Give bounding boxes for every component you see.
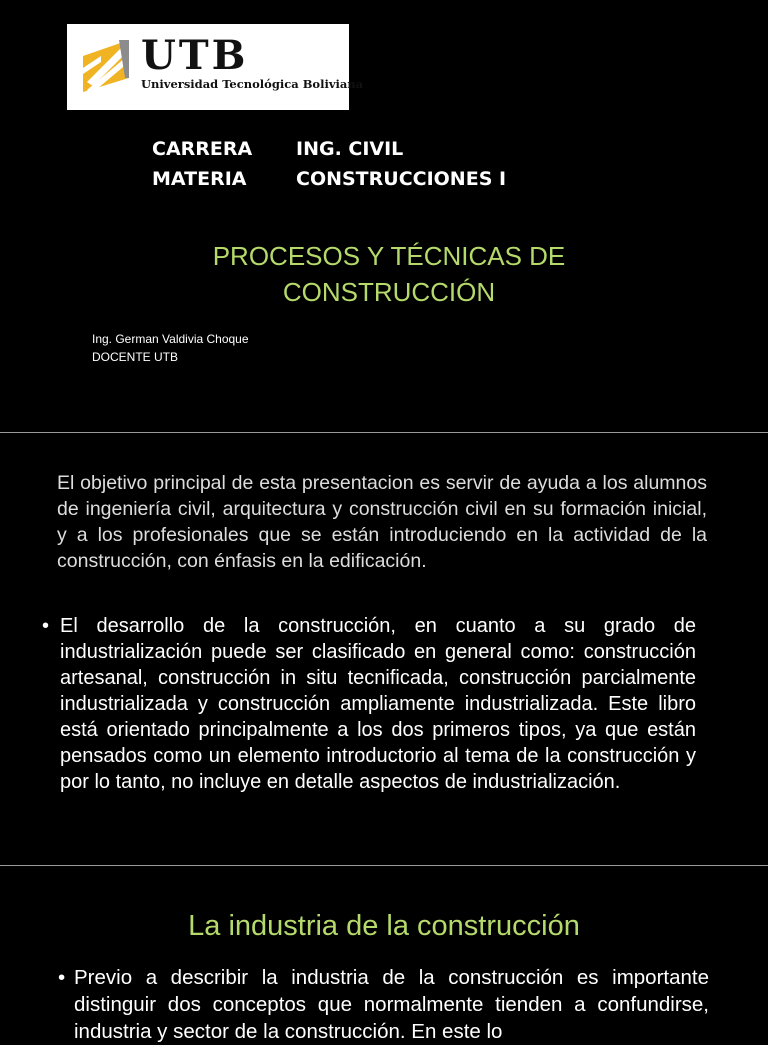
intro-paragraph: El objetivo principal de esta presentacion es servir de ayuda a los alumnos de ingeniería civil, arquitectura y construcción civil en su formación inicial, y a los profesionales que se están introduciendo en la actividad de la construcción, con énfasis en la edificación. <box>57 472 707 572</box>
title-slide <box>0 0 768 432</box>
info-label: CARRERA <box>152 138 253 160</box>
utb-logo <box>67 24 364 110</box>
logo-abbreviation: UTB <box>141 32 249 79</box>
info-row-materia <box>152 168 507 190</box>
logo-university-name: Universidad Tecnológica Boliviana <box>141 77 364 91</box>
author-role: DOCENTE UTB <box>92 350 179 364</box>
info-value: ING. CIVIL <box>296 138 404 160</box>
info-row-carrera <box>152 138 404 160</box>
info-label: MATERIA <box>152 168 247 190</box>
bullet-text: Previo a describir la industria de la construcción es importante distinguir dos conceptos que normalmente tienden a confundirse, industria y sector de la construcción. En este lo <box>74 966 709 1043</box>
title-line-1: PROCESOS Y TÉCNICAS DE <box>212 241 566 271</box>
author-name: Ing. German Valdivia Choque <box>92 332 249 346</box>
objective-slide <box>0 433 768 865</box>
industry-slide <box>0 866 768 1043</box>
bullet-dot: • <box>58 966 66 989</box>
bullet-item <box>58 964 709 1045</box>
title-line-2: CONSTRUCCIÓN <box>282 277 496 307</box>
bullet-dot: • <box>42 615 50 637</box>
slide-heading: La industria de la construcción <box>188 910 580 942</box>
bullet-text: El desarrollo de la construcción, en cuanto a su grado de industrialización puede ser clasificado en general como: construcción artesanal, construcción in situ tecnificada, construcción parcialmente industrializada y construcción ampliamente industrializada. Este libro está orientado principalmente a los dos primeros tipos, ya que están pensados como un elemento introductorio al tema de la construcción y por lo tanto, no incluye en detalle aspectos de industrialización. <box>60 615 696 793</box>
presentation-title <box>0 238 768 310</box>
info-value: CONSTRUCCIONES I <box>296 168 507 190</box>
bullet-item <box>42 613 696 795</box>
utb-emblem-icon <box>81 38 131 94</box>
